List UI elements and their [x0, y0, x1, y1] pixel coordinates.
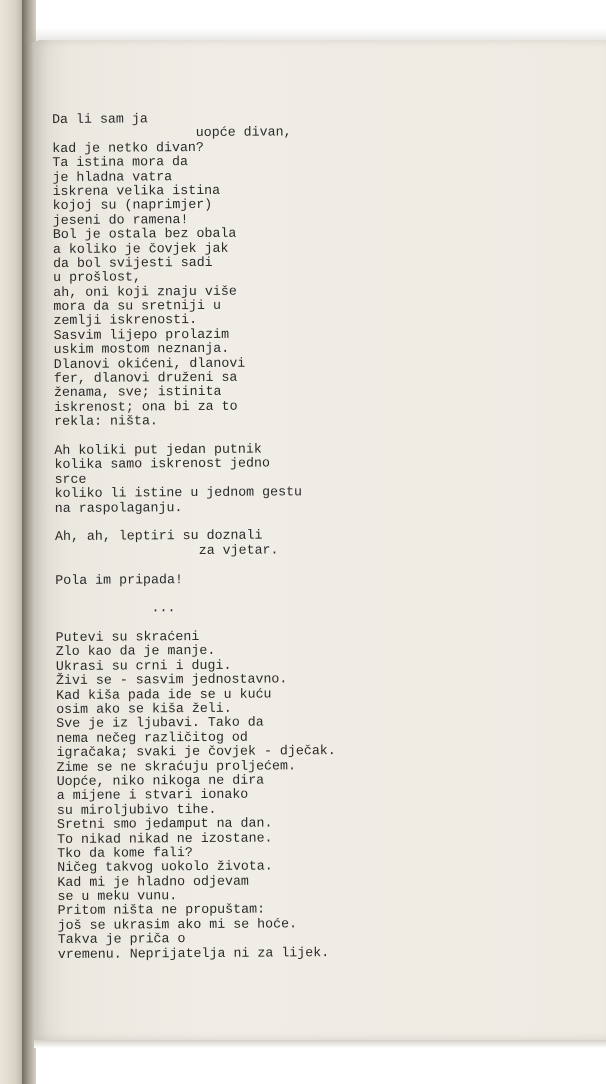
poem-line: u prošlost,: [53, 269, 141, 286]
poem-line: a koliko je čovjek jak: [52, 240, 229, 257]
poem-line: za vjetar.: [55, 542, 279, 559]
left-page-edge: [0, 0, 22, 1084]
poem-line: Kad kiša pada ide se u kuću: [56, 686, 272, 703]
poem-line: a mijene i stvari ionako: [56, 787, 249, 804]
poem-line: Ta istina mora da: [52, 154, 189, 171]
poem-line: iskrena velika istina: [52, 182, 221, 199]
poem-line: na raspolaganju.: [54, 499, 183, 516]
poem-line: iskrenost; ona bi za to: [54, 398, 238, 415]
poem-line: nema nečeg različitog od: [56, 729, 248, 746]
poem-text: [52, 110, 558, 963]
poem-line: Pola im pripada!: [55, 571, 183, 588]
poem-line: Bol je ostala bez obala: [52, 225, 237, 243]
section-separator: ...: [151, 600, 176, 616]
poem-line: Putevi su skraćeni: [55, 629, 200, 646]
poem-line: osim ako se kiša želi.: [56, 700, 232, 718]
poem-line: kad je netko divan?: [52, 139, 204, 156]
poem-line: zemlji iskrenosti.: [53, 312, 198, 329]
poem-line: Ukrasi su crni i dugi.: [55, 657, 232, 674]
poem1-stanza1: [52, 110, 554, 430]
poem2: [56, 628, 558, 962]
poem-line: Zime se ne skraćuju proljećem.: [56, 757, 297, 775]
poem-line: Ah, ah, leptiri su doznali: [54, 527, 263, 545]
poem-line: Pritom ništa ne propuštam:: [57, 902, 266, 919]
poem-line: da bol svijesti sadi: [52, 254, 213, 271]
poem-line: jeseni do ramena!: [52, 211, 189, 228]
poem1-stanza3: [55, 527, 555, 559]
poem-line: uopće divan,: [52, 124, 292, 142]
poem-line: mora da su sretniji u: [53, 297, 221, 315]
poem-line: igračaka; svaki je čovjek - dječak.: [56, 743, 336, 761]
poem-line: Dlanovi okićeni, dlanovi: [53, 355, 246, 372]
poem-line: Kad mi je hladno odjevam: [57, 873, 249, 890]
poem1-stanza2: [54, 440, 554, 515]
poem-line: su miroljubivo tihe.: [56, 801, 217, 818]
poem-line: ah, oni koji znaju više: [53, 283, 237, 300]
page-bottom-edge: [34, 1040, 606, 1048]
poem-line: Da li sam ja: [51, 111, 148, 127]
poem-line: kojoj su (naprimjer): [52, 197, 213, 214]
poem-line: rekla: ništa.: [54, 413, 158, 430]
poem-line: ženama, sve; istinita: [53, 384, 222, 401]
poem-line: još se ukrasim ako mi se hoće.: [57, 916, 298, 933]
poem-line: Sasvim lijepo prolazim: [53, 326, 230, 343]
poem-line: Sve je iz ljubavi. Tako da: [56, 714, 264, 732]
poem-line: vremenu. Neprijatelja ni za lijek.: [57, 944, 330, 962]
poem-line: Ah koliki put jedan putnik: [54, 441, 262, 458]
poem-line: se u meku vunu.: [57, 888, 178, 905]
poem-line: Takva je priča o: [57, 931, 186, 948]
poem-line: Sretni smo jedamput na dan.: [56, 815, 273, 833]
poem-line: uskim mostom neznanja.: [53, 341, 230, 358]
poem-line: Ničeg takvog uokolo života.: [57, 858, 273, 876]
poem-line: Tko da kome fali?: [57, 844, 193, 861]
poem-line: To nikad nikad ne izostane.: [57, 830, 273, 847]
poem-line: kolika samo iskrenost jedno: [54, 455, 270, 473]
poem-line: je hladna vatra: [52, 168, 173, 185]
poem-line: srce: [54, 471, 87, 487]
poem-line: koliko li istine u jednom gestu: [54, 484, 303, 502]
poem-line: fer, dlanovi druženi sa: [53, 369, 238, 387]
poem-line: Zlo kao da je manje.: [55, 643, 216, 660]
poem-line: Živi se - sasvim jednostavno.: [55, 671, 288, 689]
poem-line: Uopće, niko nikoga ne dira: [56, 772, 265, 789]
